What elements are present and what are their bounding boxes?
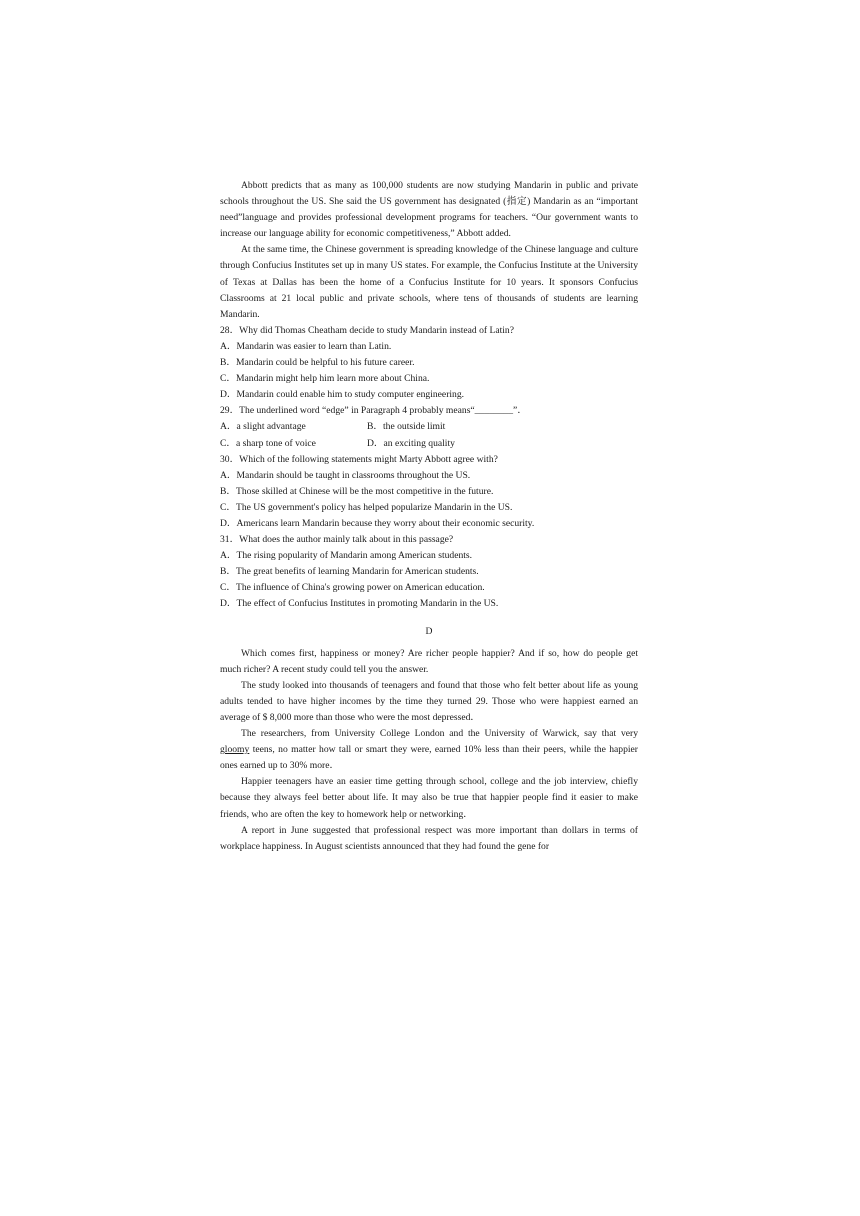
question-29-option-c: C．a sharp tone of voice	[220, 437, 316, 449]
question-29	[220, 403, 638, 451]
question-31-option-d: D．The effect of Confucius Institutes in promoting Mandarin in the US.	[220, 598, 499, 610]
question-28-option-d: D．Mandarin could enable him to study computer engineering.	[220, 389, 465, 401]
exam-page	[220, 178, 638, 855]
question-28-option-a: A．Mandarin was easier to learn than Latin.	[220, 340, 392, 352]
question-30-stem: 30．Which of the following statements might Marty Abbott agree with?	[220, 453, 498, 465]
passage-d-heading: D	[425, 625, 433, 637]
passage-c-paragraph-2: At the same time, the Chinese government is spreading knowledge of the Chinese language and culture through Confucius Institutes set up in many US states. For example, the Confucius Institute at the University of Texas at Dallas has been the home of a Confucius Institute for 10 years. It sponsors Confucius Classrooms at 21 local public and private schools, where tens of thousands of students are learning Mandarin.	[220, 244, 638, 320]
question-30-option-c: C．The US government's policy has helped popularize Mandarin in the US.	[220, 501, 513, 513]
question-30-option-d: D．Americans learn Mandarin because they worry about their economic security.	[220, 517, 535, 529]
question-31-option-b: B．The great benefits of learning Mandarin for American students.	[220, 566, 479, 578]
question-28-stem: 28．Why did Thomas Cheatham decide to study Mandarin instead of Latin?	[220, 324, 514, 336]
question-30-option-a: A．Mandarin should be taught in classrooms throughout the US.	[220, 469, 471, 481]
question-30	[220, 452, 638, 532]
question-31-stem: 31．What does the author mainly talk about in this passage?	[220, 534, 454, 546]
question-31-option-c: C．The influence of China's growing power on American education.	[220, 582, 485, 594]
passage-d-paragraph-3	[220, 726, 638, 774]
passage-c-paragraph-1: Abbott predicts that as many as 100,000 students are now studying Mandarin in public and private schools throughout the US. She said the US government has designated (指定) Mandarin as an “important need”language and provides professional development programs for teachers. “Our government wants to increase our language ability for economic competitiveness,” Abbott added.	[220, 180, 638, 240]
passage-d-paragraph-2: The study looked into thousands of teenagers and found that those who felt better about life as young adults tended to have higher incomes by the time they turned 29. Those who were happiest earned an average of $ 8,000 more than those who were the most depressed．	[220, 679, 638, 723]
paragraph-3-text-before: The researchers, from University College London and the University of Warwick, say that very	[241, 728, 638, 740]
passage-d-paragraph-1: Which comes first, happiness or money? Are richer people happier? And if so, how do people get much richer? A recent study could tell you the answer.	[220, 647, 638, 675]
question-28-option-b: B．Mandarin could be helpful to his future career.	[220, 357, 415, 369]
question-29-option-d: D．an exciting quality	[367, 437, 455, 449]
question-29-stem: 29．The underlined word “edge” in Paragraph 4 probably means“________”．	[220, 405, 527, 417]
question-29-options-row-1	[220, 419, 638, 435]
question-29-option-b: B．the outside limit	[367, 421, 446, 433]
passage-d	[220, 646, 638, 855]
question-28-option-c: C．Mandarin might help him learn more about China.	[220, 373, 430, 385]
question-31	[220, 532, 638, 612]
passage-d-paragraph-5: A report in June suggested that professional respect was more important than dollars in terms of workplace happiness. In August scientists announced that they had found the gene for	[220, 824, 638, 852]
question-31-option-a: A．The rising popularity of Mandarin among American students.	[220, 550, 473, 562]
passage-d-paragraph-4: Happier teenagers have an easier time getting through school, college and the job interview, chiefly because they always feel better about life. It may also be true that happier people find it easier to make friends, who are often the key to homework help or networking．	[220, 776, 638, 820]
question-29-option-a: A．a slight advantage	[220, 421, 306, 433]
underlined-word-gloomy: gloomy	[220, 744, 250, 756]
question-29-options-row-2	[220, 436, 638, 452]
question-30-option-b: B．Those skilled at Chinese will be the most competitive in the future.	[220, 485, 494, 497]
question-28	[220, 323, 638, 403]
paragraph-3-text-after: teens, no matter how tall or smart they were, earned 10% less than their peers, while the happier ones earned up to 30% more．	[220, 744, 638, 772]
